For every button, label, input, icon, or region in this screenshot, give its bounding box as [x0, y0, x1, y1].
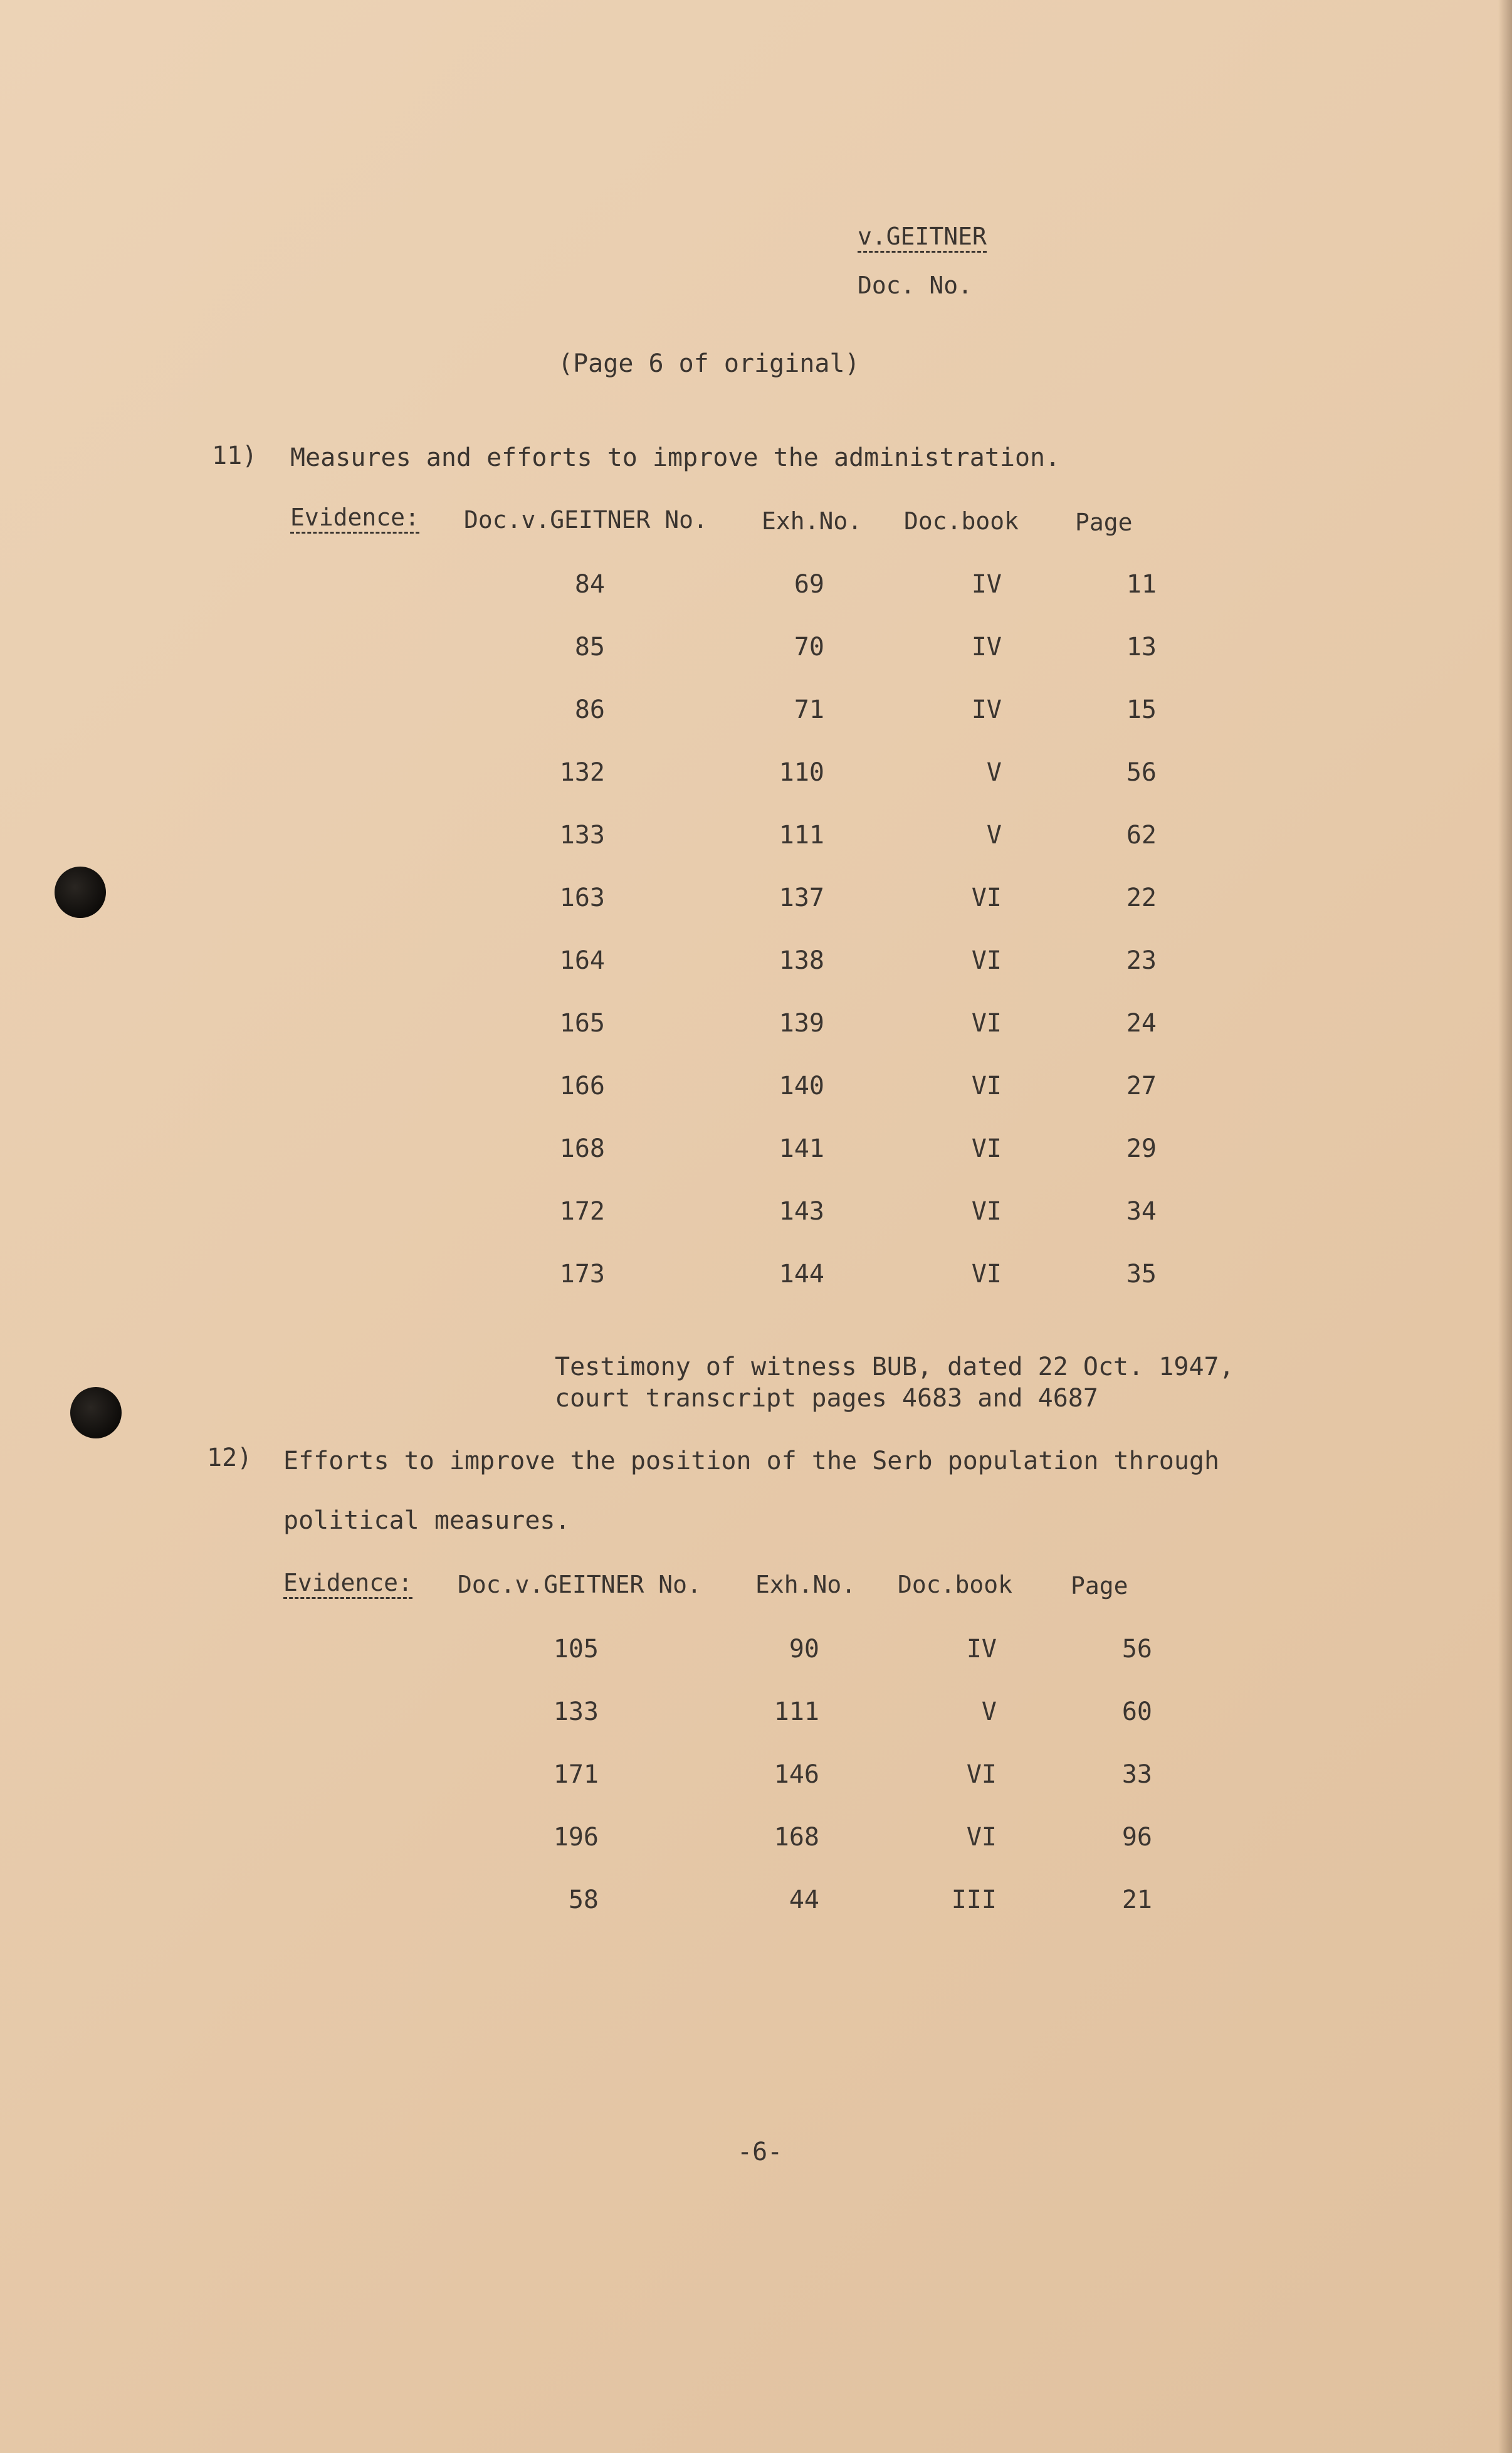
- section12-row-exh-cell: 90: [789, 1635, 819, 1664]
- section11-row-exh-cell: 69: [794, 570, 824, 599]
- section11-row-page-cell: 35: [1126, 1260, 1157, 1289]
- section11-row-doc-cell: 163: [559, 884, 605, 912]
- section11-row-exh-cell: 71: [794, 695, 824, 724]
- section11-row-exh-cell: 139: [779, 1009, 824, 1038]
- section11-testimony-line1: Testimony of witness BUB, dated 22 Oct. 1947,: [555, 1353, 1234, 1381]
- section11-col-exh: Exh.No.: [762, 507, 863, 535]
- section11-row-book-cell: VI: [971, 1134, 1002, 1163]
- section11-row-doc-cell: 132: [559, 758, 605, 787]
- section11-row-page-cell: 22: [1126, 884, 1157, 912]
- section12-row-page-cell: 21: [1121, 1886, 1152, 1914]
- section11-row-doc-cell: 133: [559, 821, 605, 850]
- section11-row-book-cell: IV: [971, 570, 1002, 599]
- section11-row-exh-cell: 138: [779, 946, 824, 975]
- section12-row-exh-cell: 168: [774, 1823, 819, 1852]
- section11-row-exh-cell: 70: [794, 633, 824, 662]
- section12-row-book-cell: III: [951, 1886, 997, 1914]
- section11-row-book-cell: VI: [971, 946, 1002, 975]
- section11-col-doc: Doc.v.GEITNER No.: [464, 506, 708, 534]
- section12-col-book: Doc.book: [898, 1571, 1013, 1598]
- section12-title-line2: political measures.: [283, 1506, 570, 1535]
- section12-row-exh-cell: 44: [789, 1886, 819, 1914]
- section11-number: 11): [212, 441, 258, 470]
- section11-evidence-label: Evidence:: [290, 505, 419, 534]
- section11-row-page-cell: 11: [1126, 570, 1157, 599]
- section11-row-book-cell: IV: [971, 695, 1002, 724]
- section12-row-doc-cell: 196: [553, 1823, 599, 1852]
- section11-col-book: Doc.book: [904, 507, 1019, 535]
- section11-row-page-cell: 56: [1126, 758, 1157, 787]
- section12-row-book-cell: VI: [966, 1760, 997, 1789]
- section11-row-page-cell: 29: [1126, 1134, 1157, 1163]
- section12-row-page-cell: 96: [1121, 1823, 1152, 1852]
- section11-row-page-cell: 34: [1126, 1197, 1157, 1226]
- section11-row-page-cell: 23: [1126, 946, 1157, 975]
- page-edge-shadow: [1498, 0, 1512, 2453]
- section11-row-exh-cell: 110: [779, 758, 824, 787]
- section12-col-exh: Exh.No.: [755, 1571, 856, 1598]
- section12-row-book-cell: VI: [966, 1823, 997, 1852]
- section11-row-book-cell: V: [986, 821, 1002, 850]
- punch-hole-upper: [55, 867, 106, 918]
- section12-number: 12): [207, 1443, 253, 1472]
- section11-row-book-cell: V: [986, 758, 1002, 787]
- section11-col-page: Page: [1075, 509, 1133, 536]
- section11-row-book-cell: IV: [971, 633, 1002, 662]
- section11-row-page-cell: 62: [1126, 821, 1157, 850]
- page-note: (Page 6 of original): [558, 349, 860, 378]
- section12-row-doc-cell: 133: [553, 1697, 599, 1726]
- section12-col-doc: Doc.v.GEITNER No.: [458, 1571, 701, 1598]
- section11-row-exh-cell: 141: [779, 1134, 824, 1163]
- section12-row-doc-cell: 171: [553, 1760, 599, 1789]
- section11-row-doc-cell: 173: [559, 1260, 605, 1289]
- section11-row-book-cell: VI: [971, 1260, 1002, 1289]
- section12-row-exh-cell: 111: [774, 1697, 819, 1726]
- section11-row-exh-cell: 140: [779, 1072, 824, 1100]
- section11-testimony-line2: court transcript pages 4683 and 4687: [555, 1384, 1098, 1413]
- section12-evidence-label: Evidence:: [283, 1571, 412, 1599]
- section11-row-exh-cell: 143: [779, 1197, 824, 1226]
- section12-row-book-cell: IV: [966, 1635, 997, 1664]
- section12-row-page-cell: 56: [1121, 1635, 1152, 1664]
- section11-row-doc-cell: 172: [559, 1197, 605, 1226]
- section11-row-exh-cell: 144: [779, 1260, 824, 1289]
- section12-title-line1: Efforts to improve the position of the Serb population through: [283, 1447, 1220, 1475]
- section11-row-doc-cell: 86: [574, 695, 605, 724]
- section11-row-exh-cell: 137: [779, 884, 824, 912]
- section11-row-doc-cell: 85: [574, 633, 605, 662]
- footer-page-number: -6-: [737, 2138, 783, 2166]
- section11-row-doc-cell: 168: [559, 1134, 605, 1163]
- section11-title: Measures and efforts to improve the administration.: [290, 443, 1061, 472]
- section12-row-page-cell: 33: [1121, 1760, 1152, 1789]
- section11-row-book-cell: VI: [971, 1072, 1002, 1100]
- section12-row-exh-cell: 146: [774, 1760, 819, 1789]
- section12-row-doc-cell: 58: [568, 1886, 599, 1914]
- section11-row-exh-cell: 111: [779, 821, 824, 850]
- section11-row-doc-cell: 166: [559, 1072, 605, 1100]
- section11-row-book-cell: VI: [971, 1009, 1002, 1038]
- section12-row-doc-cell: 105: [553, 1635, 599, 1664]
- section11-row-book-cell: VI: [971, 1197, 1002, 1226]
- section11-row-doc-cell: 164: [559, 946, 605, 975]
- section11-row-doc-cell: 84: [574, 570, 605, 599]
- header-name: v.GEITNER: [858, 224, 987, 253]
- section11-row-book-cell: VI: [971, 884, 1002, 912]
- section12-row-page-cell: 60: [1121, 1697, 1152, 1726]
- section12-row-book-cell: V: [981, 1697, 997, 1726]
- section11-row-doc-cell: 165: [559, 1009, 605, 1038]
- section11-row-page-cell: 27: [1126, 1072, 1157, 1100]
- section11-row-page-cell: 15: [1126, 695, 1157, 724]
- doc-no-label: Doc. No.: [858, 272, 973, 299]
- section11-row-page-cell: 24: [1126, 1009, 1157, 1038]
- section11-row-page-cell: 13: [1126, 633, 1157, 662]
- section12-col-page: Page: [1071, 1572, 1128, 1600]
- punch-hole-lower: [70, 1387, 122, 1438]
